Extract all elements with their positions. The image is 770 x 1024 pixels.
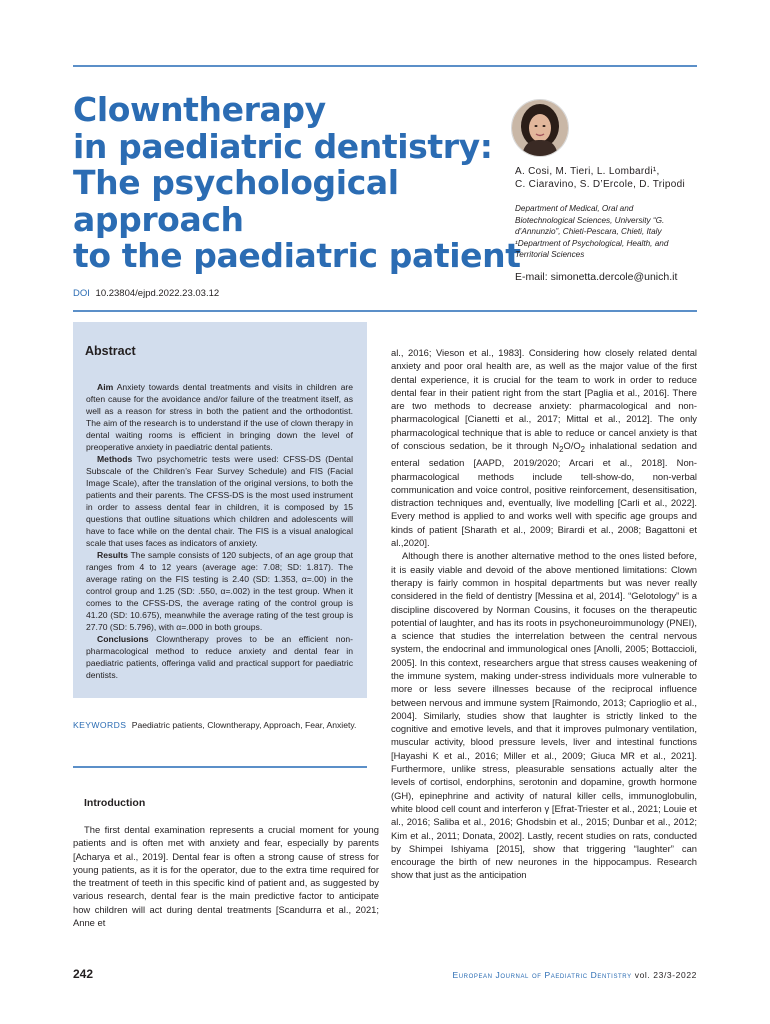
article-title [73,90,521,275]
results-label: Results [97,550,129,560]
author-photo [511,99,569,157]
title-line: to the paediatric patient [73,236,521,275]
affiliation-line: Territorial Sciences [515,250,585,259]
journal-footer [452,970,697,980]
affiliation-line: Department of Medical, Oral and [515,204,634,213]
subscript: 2 [580,444,586,454]
introduction-body [73,823,379,929]
author-portrait-icon [512,100,568,156]
affiliation-line: d’Annunzio”, Chieti-Pescara, Chieti, Italy [515,227,662,236]
title-line: approach [73,199,244,239]
results-text: The sample consists of 120 subjects, of an age group that ranges from 4 to 12 years (average age: 7.08; SD: 1.817). The average rating on the FIS testing is 2.40 (SD: 1.353, α=.00) in the control group and 1.25 (SD: .550, α=.002) in the test group. When it comes to the CFSS-DS, the average rating of the control group is 41.20 (SD: 10.675), meanwhile the average rating of the test group is 27.70 (SD: 5.796), with α=.000 in both groups. [86,550,354,632]
introduction-paragraph: The first dental examination represents a crucial moment for young patients and is often met with anxiety and fear, especially by parents [Acharya et al., 2019]. Dental fear is often a strong cause of stress for young patients, as it is for the operator, due to the extra time required for the treatment of teeth in this specific kind of patient and, as suggested by various research, dental fear is the main predictive factor to anticipate how children will act during dental treatments [Scandurra et al., 2021; Anne et [73,824,379,929]
methods-text: Two psychometric tests were used: CFSS-DS (Dental Subscale of the Children’s Fear Survey Schedule) and FIS (Facial Image Scale), after the translation of the original versions, to both the patients and their parents. The CFSS-DS is the most used instrument in order to assess dental fear in children, it is composed by 15 questions that outline situations which children and adolescents will have to face while on the dental chair. The FIS is a visual analogical scale that uses faces as indicators of anxiety. [86,454,353,548]
keywords [73,719,373,732]
affiliation [515,203,715,261]
aim-text: Anxiety towards dental treatments and visits in children are often cause for the avoidance and/or failure of the treatment itself, as well as a reason for stress in both the patient and the orthodontist. The aim of the research is to understand if the use of clown therapy in dental waiting rooms is efficient in bringing down the level of preoperative anxiety in paediatric dental patients. [86,382,353,452]
aim-label: Aim [97,382,114,392]
methods-label: Methods [97,454,133,464]
keywords-text: Paediatric patients, Clowntherapy, Approach, Fear, Anxiety. [131,720,357,730]
affiliation-line: ¹Department of Psychological, Health, and [515,238,669,248]
author-list [515,165,715,191]
subscript: 2 [559,444,564,454]
body-paragraph: Although there is another alternative method to the ones listed before, it is easily viable and devoid of the above mentioned limitations: Clown therapy is fairly common in hospital departments but was never really considered in the field of dentistry [Messina et al, 2014]. “Gelotology” is a discipline discovered by Norman Cousins, it focuses on the therapeutic potential of laughter, and has its roots in psychoneuroimmunology (PNEI), a science that studies the interrelation between the central nervous system, the endocrinal and immunological ones [Anolli, 2005; Bottaccioli, 2005]. In this context, researchers argue that stress causes weakening of the immune system, making under-stress individuals more vulnerable to more or less severe illnesses because of the reciprocal influence between nervous and immune system [Raimondo, 2013; Caprioglio et al., 2004]. Similarly, studies show that laughter is strictly linked to the cognitive and emotive levels, and that it improves pulmonary ventilation, muscular activity, blood pressure levels, liver and intestinal functions [Hayashi K et al., 2016; Miller et al., 2009; Giuca MR et al., 2021]. Furthermore, unlike stress, pleasurable sensations actually alter the levels of cortisol, endorphins, serotonin and dopamine, growth hormone (GH), epinephrine and activity of natural killer cells, immunoglobulin, white blood cell count and interferon γ [Efrat-Triester et al., 2021; Louie et al., 2016; Saliba et al., 2016; Ghodsbin et al., 2015; Dunbar et al., 2012; Kim et al., 2011; Donata, 2002]. Lastly, recent studies on rats, conducted by Shimpei Ishiyama [2015], show that triggering “laughter” can encourage the birth of new neurones in the hippocampus. Research show that just as the anticipation [391,550,697,881]
abstract-body [86,381,353,681]
author-line: C. Ciaravino, S. D’Ercole, D. Tripodi [515,179,686,190]
header-rule [73,310,697,312]
title-line: Clowntherapy [73,90,326,129]
conclusions-label: Conclusions [97,634,149,644]
keywords-rule [73,766,367,768]
introduction-heading: Introduction [84,797,146,809]
doi-value[interactable]: 10.23804/ejpd.2022.23.03.12 [95,288,220,299]
top-rule [73,65,697,67]
page-number: 242 [73,967,94,981]
abstract-conclusions [86,633,353,681]
title-line: The psychological [73,163,399,202]
doi-label: DOI [73,288,90,299]
text-run: O/O [563,440,581,452]
abstract-aim [86,381,353,453]
keywords-label: KEYWORDS [73,720,127,730]
abstract-results [86,549,353,633]
affiliation-line: Biotechnological Sciences, University “G. [515,215,665,225]
right-column-body [391,346,697,882]
abstract-methods [86,453,353,549]
abstract-heading: Abstract [85,344,136,358]
conclusions-text: Clowntherapy proves to be an efficient non-pharmacological method to reduce anxiety and dental fear in paediatric patients, offeringa valid and practical support for paediatric dentists. [86,634,353,680]
text-run: al., 2016; Vieson et al., 1983]. Considering how closely related dental anxiety and poor oral health are, as well as the major value of the first dental experience, it is crucial for the team to work in order to reduce dental fear in their patient right from the start [Paglia et al., 2016]. There are two methods to decrease anxiety: pharmacological and non-pharmacological [Cianetti et al., 2017; Mittal et al., 2012]. The only pharmacological technique that is able to reduce or cancel anxiety is that of conscious sedation, be it through N [391,347,697,452]
text-run: inhalational sedation and enteral sedation [AAPD, 2019/2020; Arcari et al., 2018]. Non-pharmacological methods include tell-show-do, non-verbal communication and voice control, positive reinforcement, desensitisation, distraction techniques and, eventually, live modelling [Carli et al., 2022]. Every method is applied to and works well with specific age groups and kinds of patient [Sharath et al., 2009; Birardi et al., 2008; Bagattoni et al.,2020]. [391,440,697,549]
doi [73,288,219,299]
title-line: in paediatric dentistry: [73,126,493,166]
author-line: A. Cosi, M. Tieri, L. Lombardi¹, [515,166,660,177]
journal-volume: vol. 23/3-2022 [634,970,697,980]
contact-email[interactable]: E-mail: simonetta.dercole@unich.it [515,271,678,283]
journal-name: European Journal of Paediatric Dentistry [452,970,632,980]
body-paragraph [391,346,697,549]
